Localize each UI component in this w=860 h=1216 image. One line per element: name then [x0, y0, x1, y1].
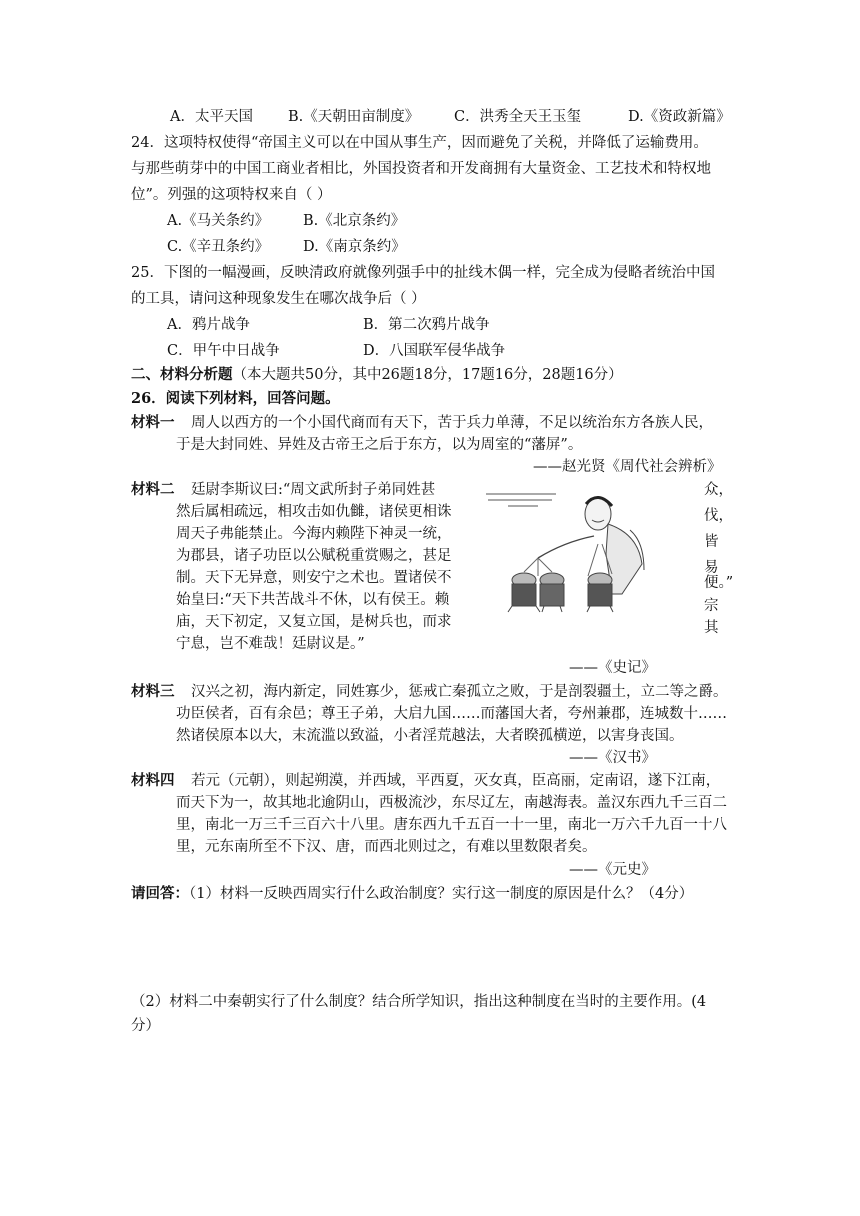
m3-label: 材料三: [131, 683, 175, 700]
q26-title: 26．阅读下列材料，回答问题。: [131, 390, 340, 407]
m3-source: ——《汉书》: [569, 750, 656, 766]
m4-source: ——《元史》: [569, 862, 656, 878]
m4-line2: 而天下为一，故其地北逾阴山，西极流沙，东尽辽左，南越海表。盖汉东西九千三百二: [176, 795, 727, 811]
q26-subquestion-2-line1: （2）材料二中秦朝实行了什么制度？结合所学知识，指出这种制度在当时的主要作用。(4: [131, 994, 707, 1010]
q23-option-a: A．太平天国: [170, 109, 253, 125]
q26-subquestion-2-line2: 分）: [131, 1018, 160, 1034]
q23-option-d: D.《资政新篇》: [628, 109, 731, 125]
m2-right-6: 宗: [704, 598, 719, 614]
m2-right-1: 众，: [704, 482, 733, 498]
q25-option-d: D．八国联军侵华战争: [363, 343, 506, 359]
m2-left-line1: 廷尉李斯议曰:“周文武所封子弟同姓甚: [191, 482, 436, 498]
answer-q1: [131, 884, 693, 904]
m2-source: ——《史记》: [569, 660, 656, 676]
answer-label: 请回答：: [131, 885, 189, 902]
section-title: 二、材料分析题: [131, 366, 233, 383]
q24-stem-line1: 24．这项特权使得“帝国主义可以在中国从事生产，因而避免了关税，并降低了运输费用。: [131, 135, 708, 151]
m2-left-line6: 始皇曰:“天下共苦战斗不休，以有侯王。赖: [176, 592, 450, 608]
q24-option-c: C.《辛丑条约》: [167, 239, 270, 255]
section-note: （本大题共50分，其中26题18分，17题16分，28题16分）: [232, 367, 623, 383]
q23-option-c: C．洪秀全天王玉玺: [454, 109, 582, 125]
m3-line2: 功臣侯者，百有余邑；尊王子弟，大启九国……而藩国大者，夸州兼郡，连城数十……: [176, 706, 727, 722]
m4-line1: 若元（元朝），则起朔漠，并西域，平西夏，灭女真，臣高丽，定南诏，遂下江南，: [191, 773, 721, 789]
puppet-cartoon-icon: [478, 484, 698, 614]
m2-left-line3: 周天子弗能禁止。今海内赖陛下神灵一统，: [176, 526, 452, 542]
m2-left-line8: 宁息，岂不难哉！廷尉议是。”: [176, 636, 365, 652]
q24-option-b: B.《北京条约》: [303, 213, 406, 229]
m2-label: 材料二: [131, 481, 175, 498]
q24-stem-line3: 位”。列强的这项特权来自（ ）: [131, 187, 332, 203]
section-heading: [131, 365, 623, 385]
q23-option-b: B.《天朝田亩制度》: [288, 109, 420, 125]
m2-left-line2: 然后属相疏远，相攻击如仇雠，诸侯更相诛: [176, 504, 452, 520]
m3-line3: 然诸侯原本以大，末流滥以致溢，小者淫荒越法，大者睽孤横逆，以害身丧国。: [176, 728, 684, 744]
m2-left-line7: 庙，天下初定，又复立国，是树兵也，而求: [176, 614, 452, 630]
m4-label: 材料四: [131, 772, 175, 789]
q25-option-a: A．鸦片战争: [167, 317, 250, 333]
m2-right-7: 其: [704, 620, 719, 636]
m2-right-5: 便。”: [704, 575, 734, 591]
m4-line3: 里，南北一万三千三百六十八里。唐东西九千五百一十一里，南北一万六千九百一十八: [176, 817, 727, 833]
q24-stem-line2: 与那些萌芽中的中国工商业者相比，外国投资者和开发商拥有大量资金、工艺技术和特权地: [131, 161, 711, 177]
m2-left-line5: 制。天下无异意，则安宁之术也。置诸侯不: [176, 570, 452, 586]
m1-source: ——赵光贤《周代社会辨析》: [533, 459, 722, 475]
m2-right-4: 易: [704, 560, 719, 576]
m1-line2: 于是大封同姓、异姓及古帝王之后于东方，以为周室的“藩屏”。: [176, 437, 583, 453]
m1-label: 材料一: [131, 414, 175, 431]
q25-stem-line2: 的工具，请问这种现象发生在哪次战争后（ ）: [131, 291, 426, 307]
q25-option-b: B．第二次鸦片战争: [363, 317, 490, 333]
q25-option-c: C．甲午中日战争: [167, 343, 280, 359]
q24-option-a: A.《马关条约》: [167, 213, 270, 229]
m3-line1: 汉兴之初，海内新定，同姓寡少，惩戒亡秦孤立之败，于是剖裂疆土，立二等之爵。: [191, 684, 728, 700]
q26-subquestion-1: （1）材料一反映西周实行什么政治制度？实行这一制度的原因是什么？（4分）: [189, 886, 694, 902]
q24-option-d: D.《南京条约》: [303, 239, 406, 255]
m4-line4: 里，元东南所至不下汉、唐，而西北则过之，有难以里数限者矣。: [176, 839, 597, 855]
m1-line1: 周人以西方的一个小国代商而有天下，苦于兵力单薄，不足以统治东方各族人民，: [191, 415, 713, 431]
m2-right-2: 伐，: [704, 508, 733, 524]
m2-right-3: 皆: [704, 534, 719, 550]
m2-left-line4: 为郡县，诸子功臣以公赋税重赏赐之，甚足: [176, 548, 452, 564]
q25-stem-line1: 25．下图的一幅漫画，反映清政府就像列强手中的扯线木偶一样，完全成为侵略者统治中国: [131, 265, 715, 281]
